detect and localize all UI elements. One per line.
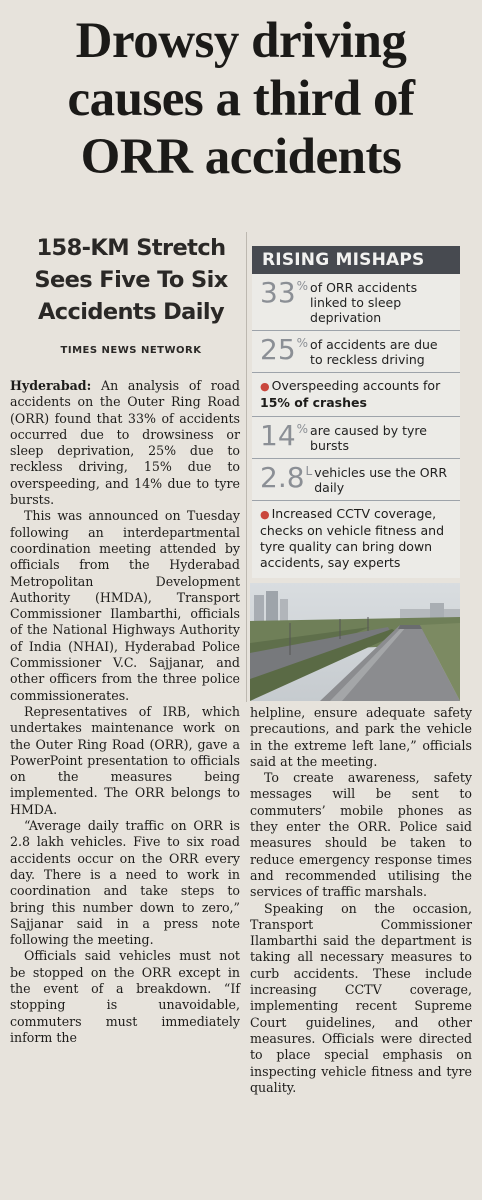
road-image-icon [250,583,460,701]
bullet-icon: ● [260,380,270,393]
stat-number: 25 [260,333,296,366]
column-divider [246,232,247,702]
paragraph-6: To create awareness, safety messages will be sent to commuters’ mobile phones as they enter the ORR. Police said measures should be taken to reduce emergency response times and recommended utilising the services of traffic marshals. [250,770,472,900]
headline [10,12,472,186]
stat-text: vehicles use the ORR daily [314,465,448,495]
stat-experts [252,501,460,576]
stat-number: 14 [260,419,296,452]
stat-unit: L [305,464,313,478]
headline-line-2: causes a third of [67,71,415,127]
stat-unit: % [296,422,309,436]
paragraph-5-continued: helpline, ensure adequate safety precautions, and park the vehicle in the extreme left lane,” officials said at the meeting. [250,705,472,769]
paragraph-1-text: An analysis of road accidents on the Outer Ring Road (ORR) found that 33% of accidents occurred due to drowsiness or sleep deprivation, 25% due to reckless driving, 15% due to overspeeding, and 14% due to tyre bursts. [10,378,240,508]
stat-text: of ORR accidents linked to sleep deprivation [310,280,418,325]
stat-text: of accidents are due to reckless driving [310,337,438,367]
orr-photo [250,583,460,701]
article-column-right [250,705,472,1096]
stat-tyre [252,417,460,459]
stat-sleep [252,274,460,331]
headline-line-1: Drowsy driving [75,13,407,69]
stat-vehicles [252,459,460,501]
paragraph-2: This was announced on Tuesday following an interdepartmental coordination meeting attended by officials from the Hyderabad Metropolitan Development Authority (HMDA), Transport Commissioner Ilambarthi, officials of the National Highways Authority of India (NHAI), Hyderabad Police Commissioner V.C. Sajjanar, and other officers from the three police commissionerates. [10,508,240,703]
subhead-line-2: Sees Five To Six [34,267,228,293]
stat-bold-text: 15% of crashes [260,395,367,410]
paragraph-4: “Average daily traffic on ORR is 2.8 lakh vehicles. Five to six road accidents occur on the ORR every day. There is a need to work in coordination and take steps to bring this number down to zero,” Sajjanar said in a press note following the meeting. [10,818,240,948]
stat-text: Overspeeding accounts for [271,378,441,393]
dateline: Hyderabad: [10,378,92,393]
bullet-icon: ● [260,508,270,521]
paragraph-7: Speaking on the occasion, Transport Commissioner Ilambarthi said the department is taking all necessary measures to curb accidents. These include increasing CCTV coverage, implementing recent Supreme Court guidelines, and other measures. Officials were directed to place special emphasis on inspecting vehicle fitness and tyre quality. [250,900,472,1095]
stat-reckless [252,331,460,373]
stat-text: are caused by tyre bursts [310,423,427,453]
subheadline [20,232,242,328]
subhead-line-3: Accidents Daily [37,299,225,325]
paragraph-1 [10,378,240,508]
paragraph-5: Officials said vehicles must not be stopped on the ORR except in the event of a breakdown. “If stopping is unavoidable, commuters must immediately inform the [10,948,240,1045]
headline-line-3: ORR accidents [80,129,402,185]
subhead-line-1: 158-KM Stretch [36,235,226,261]
paragraph-3: Representatives of IRB, which undertakes maintenance work on the Outer Ring Road (ORR), gave a PowerPoint presentation to officials on the measures being implemented. The ORR belongs to HMDA. [10,703,240,817]
stat-unit: % [296,279,309,293]
stat-number: 2.8 [260,461,305,494]
stat-number: 33 [260,276,296,309]
sidebar-title: RISING MISHAPS [252,246,460,274]
article-column-left [10,378,240,1046]
stat-unit: % [296,336,309,350]
stat-overspeeding [252,373,460,417]
byline: TIMES NEWS NETWORK [60,345,202,356]
stat-text: Increased CCTV coverage, checks on vehicle fitness and tyre quality can bring down accidents, say experts [260,506,445,570]
rising-mishaps-box [252,246,460,578]
